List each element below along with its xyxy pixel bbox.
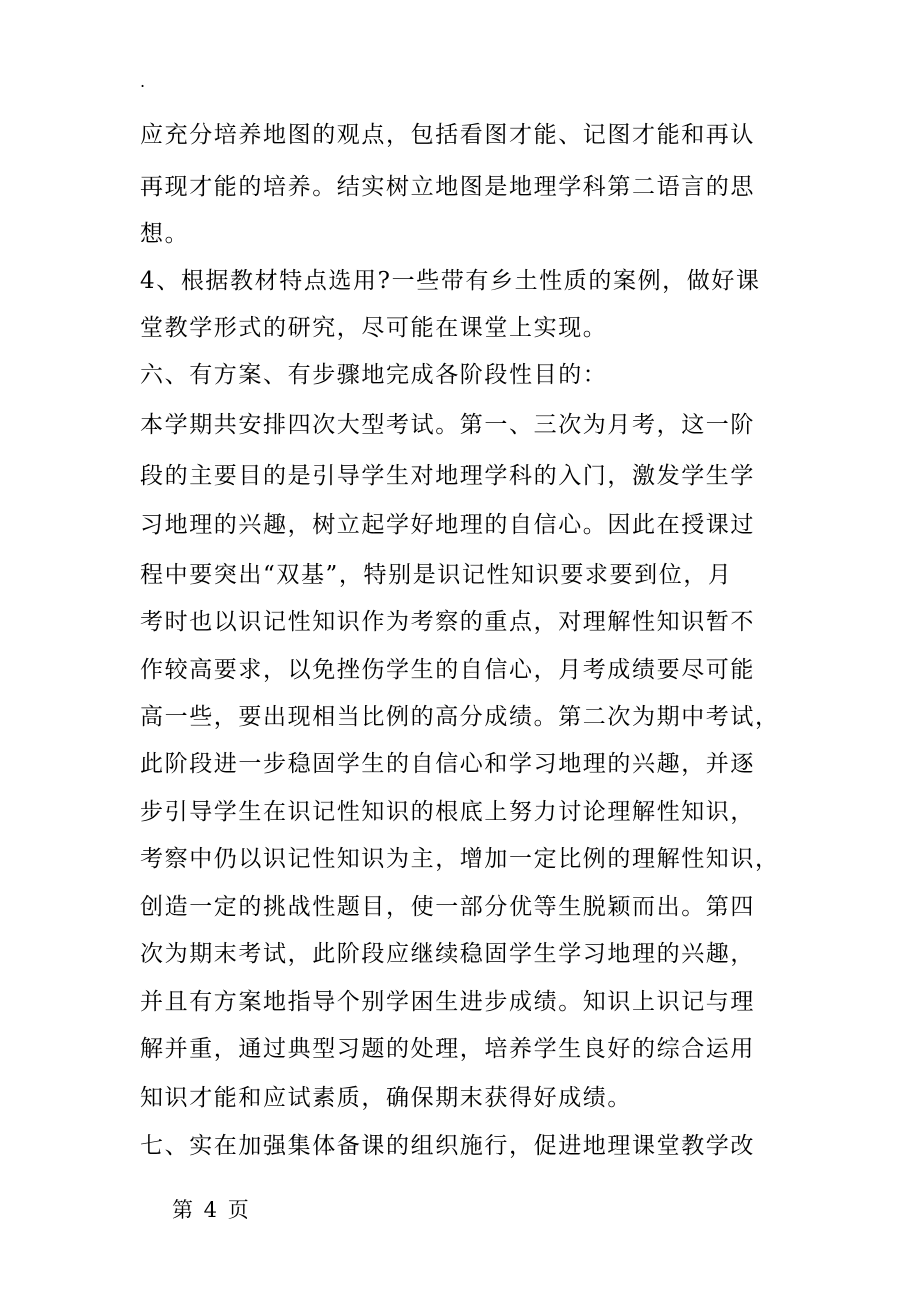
page-number: 第 4 页 [172, 1198, 251, 1222]
text-line: 段的主要目的是引导学生对地理学科的入门，激发学生学 [140, 463, 755, 489]
text-line: 应充分培养地图的观点，包括看图才能、记图才能和再认 [140, 122, 755, 148]
text-line: 4、根据教材特点选用?一些带有乡土性质的案例，做好课 [140, 268, 761, 294]
text-line: 考察中仍以识记性知识为主，增加一定比例的理解性知识， [140, 846, 780, 872]
text-line: 考时也以识记性知识作为考察的重点，对理解性知识暂不 [140, 609, 755, 635]
text-line: 习地理的兴趣，树立起学好地理的自信心。因此在授课过 [140, 512, 755, 538]
text-line: 本学期共安排四次大型考试。第一、三次为月考，这一阶 [140, 412, 755, 438]
text-line: 高一些，要出现相当比例的高分成绩。第二次为期中考试， [140, 704, 780, 730]
text-line: 创造一定的挑战性题目，使一部分优等生脱颖而出。第四 [140, 894, 755, 920]
text-line: 此阶段进一步稳固学生的自信心和学习地理的兴趣，并逐 [140, 751, 755, 777]
text-line: 堂教学形式的研究，尽可能在课堂上实现。 [140, 315, 608, 341]
text-line: 知识才能和应试素质，确保期末获得好成绩。 [140, 1085, 632, 1111]
text-line: 解并重，通过典型习题的处理，培养学生良好的综合运用 [140, 1036, 755, 1062]
header-dot: . [140, 72, 146, 91]
text-line: 作较高要求，以免挫伤学生的自信心，月考成绩要尽可能 [140, 657, 755, 683]
text-line: 并且有方案地指导个别学困生进步成绩。知识上识记与理 [140, 989, 755, 1015]
text-line: 程中要突出“双基”，特别是识记性知识要求要到位，月 [140, 562, 733, 588]
section-heading: 七、实在加强集体备课的组织施行，促进地理课堂教学改 [140, 1133, 755, 1159]
text-line: 再现才能的培养。结实树立地图是地理学科第二语言的思 [140, 174, 755, 200]
section-heading: 六、有方案、有步骤地完成各阶段性目的： [140, 362, 608, 388]
text-line: 步引导学生在识记性知识的根底上努力讨论理解性知识， [140, 799, 755, 825]
text-line: 想。 [140, 221, 190, 247]
text-line: 次为期末考试，此阶段应继续稳固学生学习地理的兴趣， [140, 941, 755, 967]
